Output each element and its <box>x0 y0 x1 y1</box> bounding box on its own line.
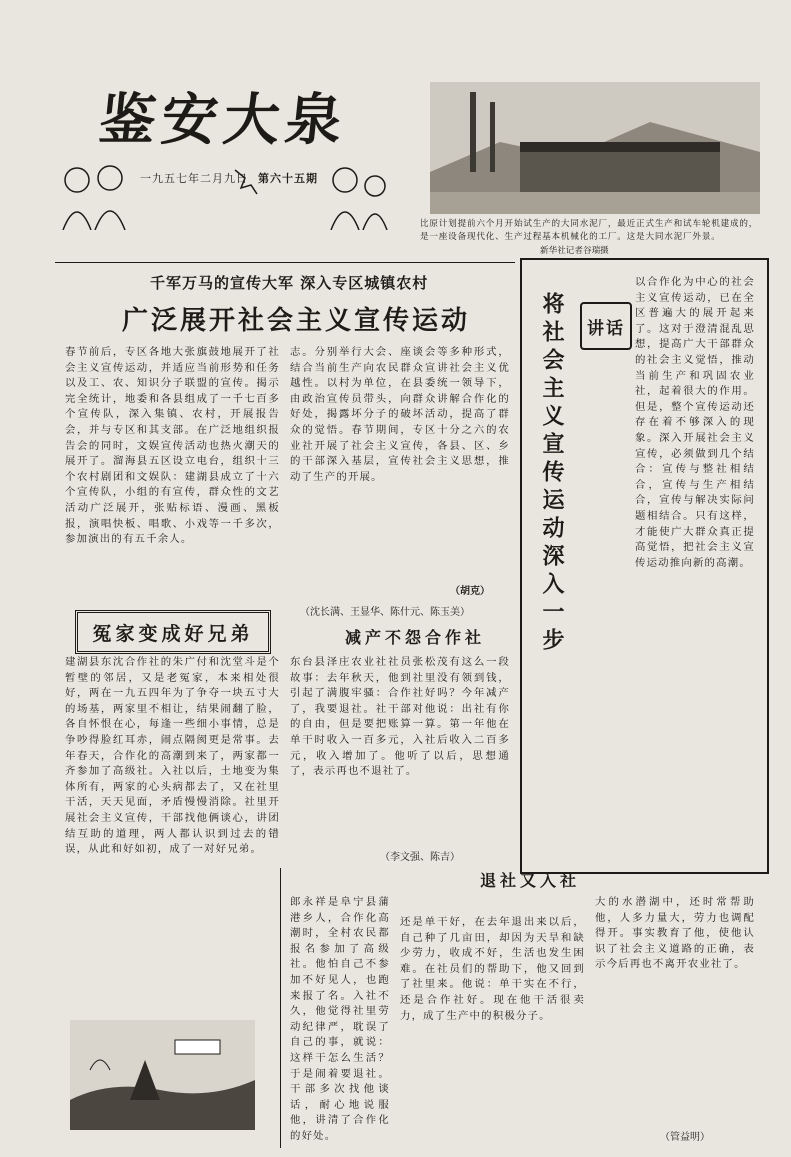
story-three-body: 东台县泽庄农业社社员张松茂有这么一段故事：去年秋天，他到社里没有领到钱，引起了满腹牢骚：合作社好吗？今年减产了，我要退社。社干部对他说：出社有你的自由，但是要把账算一算。第一年他在单干时收入一百多元，入社后收入二百多元，收入增加了。他听了以后，思想通了，表示再也不退社了。 <box>290 656 510 778</box>
story-two-body: 建湖县东沈合作社的朱广付和沈堂斗是个暂壁的邻居，又是老冤家，本来相处很好，两在一九五四年为了争夺一块五寸大的场基，两家里不相让，结果闹翻了脸，各自怀恨在心，每逢一些细小事情，总是争吵得脸红耳赤，闹点隔阂更是常事。去年春天，合作化的高潮到来了，两家都一齐参加了高级社。入社以后，土地变为集体所有，两家的心头病都去了，又在社里干活，天天见面，矛盾慢慢消除。社里开展社会主义宣传，干部找他俩谈心，讲团结互助的道理，两人都认识到过去的错误，从此和好如初，成了一对好兄弟。 <box>65 656 280 856</box>
masthead-illustration <box>55 150 395 230</box>
story-four-column-2: 还是单干好，在去年退出来以后，自己种了几亩田，却因为天旱和缺少劳力，收成不好，生活也发生困难。在社员们的帮助下，他又回到了社里来。他说：单干实在不行，还是合作社好。现在他干活很卖力，成了生产中的积极分子。 <box>400 916 585 1022</box>
story-four-byline: （管益明） <box>660 1132 710 1143</box>
story-four-column-1: 郎永祥是阜宁县蒲港乡人，合作化高潮时，全村农民都报名参加了高级社。他怕自己不参加不好见人，也跑来报了名。入社不久，他觉得社里劳动纪律严，耽误了自己的事，就说：这样干怎么生活？于是闹着要退社。干部多次找他谈话，耐心地说服他，讲清了合作化的好处。 <box>290 896 390 1142</box>
commentary-body: 以合作化为中心的社会主义宣传运动，已在全区普遍大的展开起来了。这对于澄清混乱思想，提高广大干部群众的社会主义觉悟，推动当前生产和巩固农业社，起着很大的作用。但是，整个宣传运动还存在着不够深入的现象。深入开展社会主义宣传，必须做到几个结合：宣传与整社相结合，宣传与生产相结合，宣传与解决实际问题相结合。只有这样，才能使广大群众真正提高觉悟，把社会主义宣传运动推向新的高潮。 <box>635 276 755 569</box>
issue-date: 一九五七年二月九日 <box>140 172 248 185</box>
commentary-title: 将社会主义宣传运动深入一步 <box>539 292 565 656</box>
divider <box>55 262 515 263</box>
story-three-byline: （李文强、陈吉） <box>380 852 460 863</box>
commentary-badge: 讲话 <box>580 302 632 350</box>
story-four-column-3: 大的水潜湖中，还时常帮助他，人多力量大，劳力也调配得开。事实教育了他，使他认识了社会主义道路的正确，表示今后再也不离开农业社了。 <box>595 896 755 971</box>
lead-headline: 广泛展开社会主义宣传运动 <box>122 306 471 336</box>
lead-byline: （胡克） <box>450 586 490 597</box>
story-two-headline: 冤家变成好兄弟 <box>75 610 271 654</box>
story-three-headline: 减产不怨合作社 <box>345 628 486 647</box>
lead-column-2: 志。分别举行大会、座谈会等多种形式，结合当前生产向农民群众宣讲社会主义优越性。以村为单位，在县委统一领导下，由政治宣传员带头，向群众讲解合作化的好处，揭露坏分子的破坏活动，提高了群众的觉悟。春节期间，专区十分之六的农业社开展了社会主义宣传，各县、区、乡的干部深入基层，宣传社会主义思想，推动了生产的开展。 <box>290 346 510 483</box>
column-divider <box>280 868 281 1148</box>
lead-kicker: 千军万马的宣传大军 深入专区城镇农村 <box>150 274 429 292</box>
story-four-headline: 退社又入社 <box>480 871 581 890</box>
photo-credit: 新华社记者谷瑞摄 <box>540 246 609 256</box>
woodcut-illustration <box>70 1020 255 1130</box>
photo-caption: 比原计划提前六个月开始试生产的大同水泥厂，最近正式生产和试车轮机建成的，是一座设备现代化、生产过程基本机械化的工厂。这是大同水泥厂外景。 <box>420 219 759 242</box>
factory-photo <box>430 82 760 214</box>
masthead-title: 鉴安大泉 <box>96 87 352 153</box>
issue-number: 第六十五期 <box>258 172 318 185</box>
story-two-byline: （沈长满、王显华、陈什元、陈玉美） <box>300 607 470 618</box>
lead-column-1: 春节前后，专区各地大张旗鼓地展开了社会主义宣传运动，并适应当前形势和任务以及工、农、知识分子联盟的宣传。揭示完全统计，地委和各县组成了一千七百多个宣传队，深入集镇、农村，开展报告会，并与专区和其支部。在广泛地组织报告会的同时，文娱宣传活动也热火潮天的展开了。溜海县五区设立电台，组织十三个农村剧团和文娱队：建湖县成立了十六个宣传队，小组的有宣传，群众性的文艺活动广泛展开，张贴标语、漫画、黑板报，演唱快板、唱歌、小戏等一千多次，参加演出的有五千余人。 <box>65 346 280 546</box>
